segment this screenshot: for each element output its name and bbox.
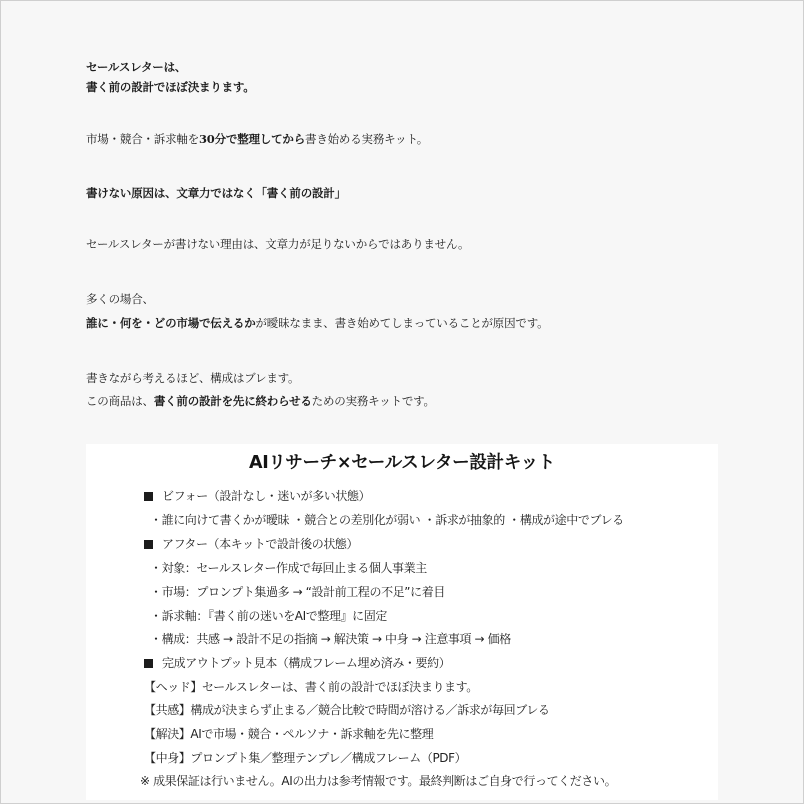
- headline-line-2: 書く前の設計でほぼ決まります。: [86, 80, 255, 94]
- paragraph-2-line-2: [86, 316, 548, 330]
- before-heading-text: ビフォー（設計なし・迷いが多い状態）: [162, 489, 371, 503]
- after-structure: ・構成：共感 → 設計不足の指摘 → 解決策 → 中身 → 注意事項 → 価格: [150, 632, 511, 646]
- subhead-post: 書き始める実務キット。: [305, 132, 429, 146]
- paragraph-2-rest: が曖昧なまま、書き始めてしまっていることが原因です。: [255, 316, 549, 330]
- square-bullet-icon: [144, 540, 153, 549]
- paragraph-3-post: ための実務キットです。: [311, 394, 435, 408]
- before-items: ・誰に向けて書くかが曖昧 ・競合との差別化が弱い ・訴求が抽象的 ・構成が途中でブレる: [150, 513, 624, 527]
- disclaimer: ※ 成果保証は行いません。AIの出力は参考情報です。最終判断はご自身で行ってください。: [140, 774, 617, 788]
- paragraph-2-bold: 誰に・何を・どの市場で伝えるか: [86, 316, 256, 330]
- paragraph-3-line-1: 書きながら考えるほど、構成はブレます。: [86, 371, 300, 385]
- square-bullet-icon: [144, 659, 153, 668]
- after-appeal: ・訴求軸：『書く前の迷いをAIで整理』に固定: [150, 609, 387, 623]
- paragraph-3-bold: 書く前の設計を先に終わらせる: [153, 394, 312, 408]
- sample-heading: [144, 655, 450, 671]
- paragraph-3-line-2: [86, 394, 435, 408]
- after-heading: [144, 536, 358, 552]
- paragraph-2-line-1: 多くの場合、: [86, 292, 154, 306]
- after-target: ・対象：セールスレター作成で毎回止まる個人事業主: [150, 561, 427, 575]
- after-market: ・市場：プロンプト集過多 → “設計前工程の不足”に着目: [150, 585, 445, 599]
- paragraph-1: セールスレターが書けない理由は、文章力が足りないからではありません。: [86, 237, 470, 251]
- subhead: [86, 132, 428, 146]
- subhead-bold: 30分で整理してから: [199, 132, 306, 146]
- sample-solution: 【解決】AIで市場・競合・ペルソナ・訴求軸を先に整理: [144, 727, 434, 741]
- square-bullet-icon: [144, 492, 153, 501]
- card-title: AIリサーチ×セールスレター設計キット: [248, 453, 556, 473]
- before-heading: [144, 488, 370, 504]
- sample-heading-text: 完成アウトプット見本（構成フレーム埋め済み・要約）: [162, 656, 451, 670]
- section-heading: 書けない原因は、文章力ではなく「書く前の設計」: [86, 186, 346, 200]
- headline-line-1: セールスレターは、: [86, 60, 187, 74]
- sample-head: 【ヘッド】セールスレターは、書く前の設計でほぼ決まります。: [144, 680, 478, 694]
- product-summary-card: [86, 444, 718, 800]
- sample-empathy: 【共感】構成が決まらず止まる／競合比較で時間が溶ける／訴求が毎回ブレる: [144, 703, 550, 717]
- subhead-pre: 市場・競合・訴求軸を: [86, 132, 199, 146]
- after-heading-text: アフター（本キットで設計後の状態）: [162, 537, 359, 551]
- sample-content: 【中身】プロンプト集／整理テンプレ／構成フレーム（PDF）: [144, 751, 467, 765]
- paragraph-3-pre: この商品は、: [86, 394, 154, 408]
